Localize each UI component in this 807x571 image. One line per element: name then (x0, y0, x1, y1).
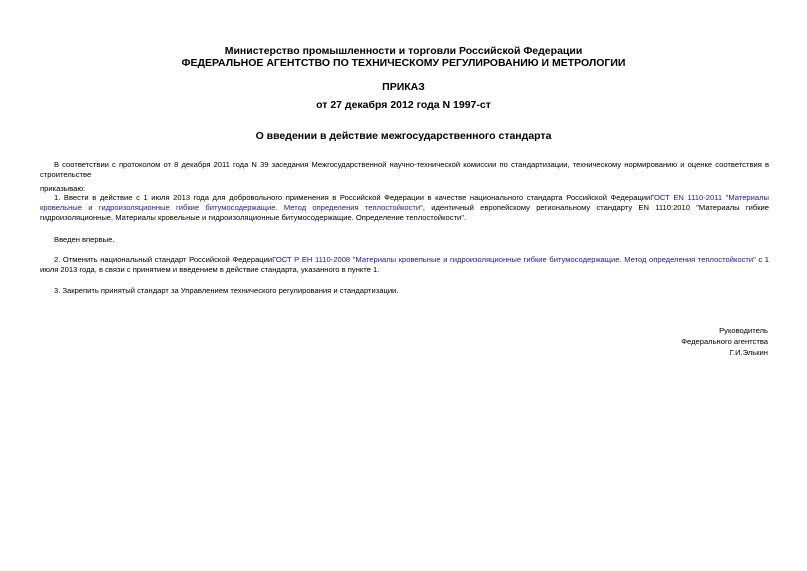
intro-paragraph: В соответствии с протоколом от 8 декабря 2011 года N 39 заседания Межгосударственной научно-технической комиссии по стандартизации, техническому нормированию и оценке соответствия в строительстве (40, 160, 769, 180)
ministry-title: Министерство промышленности и торговли Российской Федерации (224, 45, 583, 57)
item-1-text-after: , идентичный европейскому региональному стандарту EN 1110:2010 "Материалы гибкие гидроизоляционные. Материалы кровельные и гидроизоляционные битумосодержащие. Определение теплостойкости". (40, 203, 769, 223)
document-date-number: от 27 декабря 2012 года N 1997-ст (316, 99, 491, 111)
item-2-text-after: с 1 июля 2013 года, в связи с принятием и введением в действие стандарта, указанного в пункте 1. (40, 255, 769, 275)
gost-r-en-1110-2008-link[interactable]: ГОСТ Р ЕН 1110-2008 "Материалы кровельные и гидроизоляционные гибкие битумосодержащие. Метод определения теплостойкости" (272, 255, 756, 264)
document-type: ПРИКАЗ (382, 81, 425, 93)
document-subject: О введении в действие межгосударственного стандарта (255, 130, 552, 142)
agency-title: ФЕДЕРАЛЬНОЕ АГЕНТСТВО ПО ТЕХНИЧЕСКОМУ РЕГУЛИРОВАНИЮ И МЕТРОЛОГИИ (181, 57, 626, 69)
item-1-paragraph (40, 193, 769, 224)
order-word: приказываю: (40, 184, 86, 193)
signature-name: Г.И.Элькин (729, 348, 768, 357)
item-1-text: 1. Ввести в действие с 1 июля 2013 года для добровольного применения в Российской Федерации в качестве национального стандарта Российской Федерации (54, 193, 651, 202)
gost-en-1110-2011-link[interactable]: ГОСТ EN 1110-2011 "Материалы кровельные и гидроизоляционные гибкие битумосодержащие. Метод определения теплостойкости" (40, 193, 769, 213)
item-3-paragraph: 3. Закрепить принятый стандарт за Управлением технического регулирования и стандартизации. (54, 286, 399, 295)
signature-title: Руководитель (719, 326, 768, 335)
signature-org: Федерального агентства (681, 337, 768, 346)
item-2-paragraph (40, 255, 769, 275)
first-time-note: Введен впервые. (54, 235, 115, 244)
item-2-text: 2. Отменить национальный стандарт Российской Федерации (54, 255, 273, 264)
